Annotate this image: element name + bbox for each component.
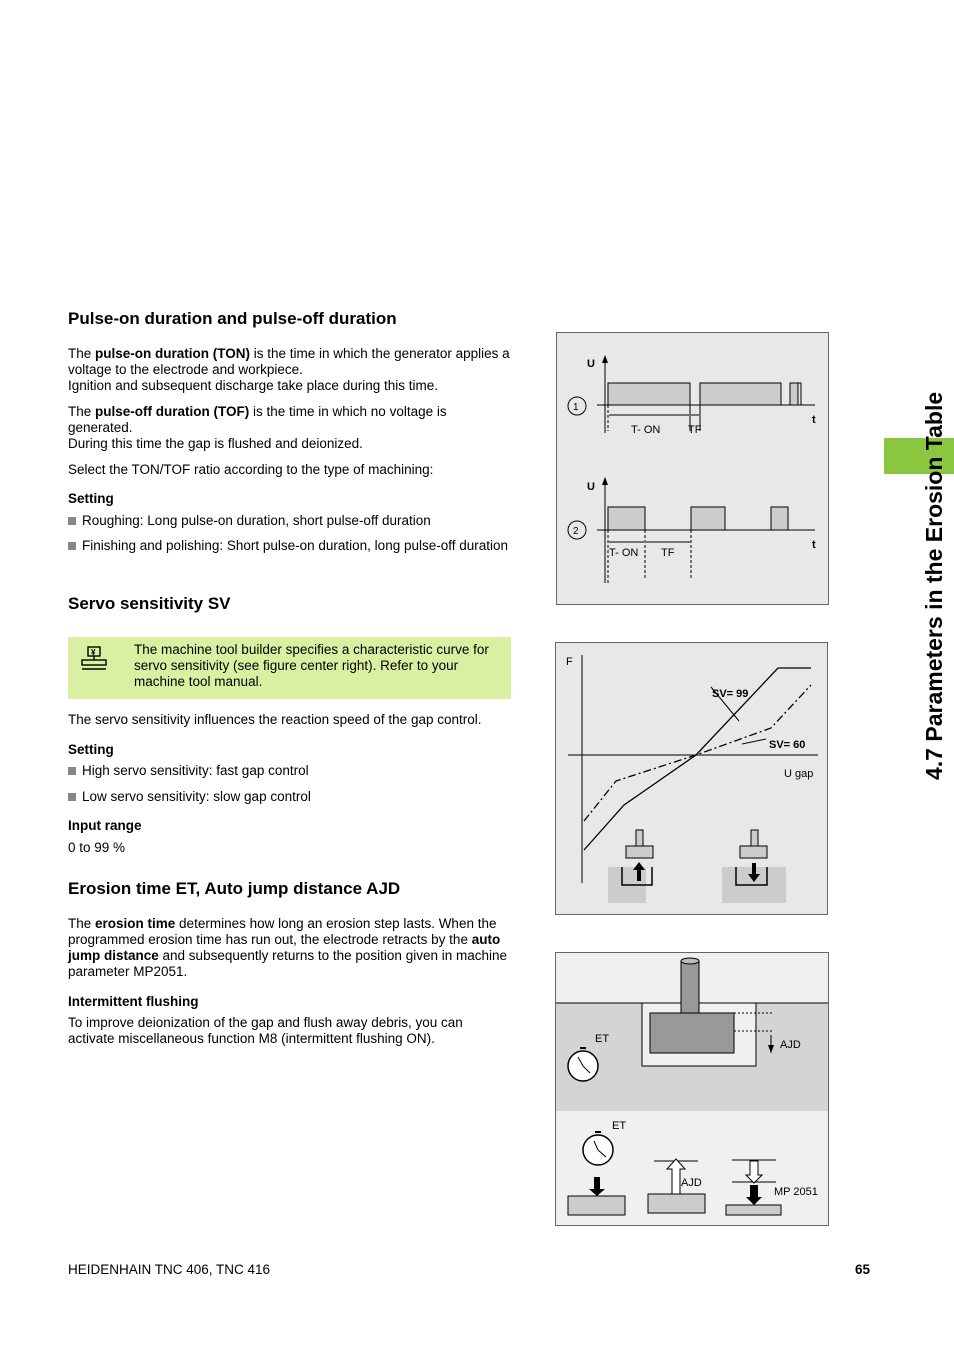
note-text: The machine tool builder specifies a characteristic curve for servo sensitivity (see figure center right). Refer to your machine tool manual. (134, 642, 489, 689)
pulse-diagram-svg (557, 333, 828, 604)
machine-note-icon (80, 645, 110, 673)
ajd-label: AJD (681, 1177, 702, 1189)
note-box (68, 637, 511, 699)
setting-label: Setting (68, 491, 114, 506)
footer-product: HEIDENHAIN TNC 406, TNC 416 (68, 1262, 271, 1277)
ajd-label: AJD (780, 1039, 801, 1051)
paragraph-servo: The servo sensitivity influences the reaction speed of the gap control. (68, 712, 482, 727)
servo-curve-diagram (555, 642, 828, 915)
mp2051-label: MP 2051 (774, 1186, 818, 1198)
heading-pulse-duration: Pulse-on duration and pulse-off duration (68, 309, 397, 328)
paragraph-ton: The pulse-on duration (TON) is the time in which the generator applies a voltage to the electrode and workpiece. Ignition and subsequent discharge take place during this time. (68, 346, 510, 393)
servo-curve-svg (556, 643, 827, 914)
f-label: F (566, 656, 573, 668)
sv99-label: SV= 99 (712, 688, 749, 700)
paragraph-flushing: To improve deionization of the gap and flush away debris, you can activate miscellaneous function M8 (intermittent flushing ON). (68, 1015, 463, 1046)
erosion-time-diagram (555, 952, 829, 1226)
ugap-label: U gap (784, 768, 814, 780)
paragraph-tof: The pulse-off duration (TOF) is the time in which no voltage is generated. During this time the gap is flushed and deionized. (68, 404, 447, 451)
input-range-value: 0 to 99 % (68, 840, 126, 855)
input-range-label: Input range (68, 818, 142, 833)
heading-erosion-time: Erosion time ET, Auto jump distance AJD (68, 879, 401, 898)
t-label: t (812, 539, 816, 551)
list-item: High servo sensitivity: fast gap control (68, 763, 522, 779)
setting-label: Setting (68, 742, 114, 757)
list-item: Roughing: Long pulse-on duration, short pulse-off duration (68, 513, 522, 529)
page-number: 65 (855, 1262, 871, 1277)
paragraph-erosion: The erosion time determines how long an erosion step lasts. When the programmed erosion time has run out, the electrode retracts by the auto jump distance and subsequently returns to the position given in machine parameter MP2051. (68, 916, 507, 979)
tf-label: TF (661, 547, 675, 559)
number-1: 1 (573, 402, 579, 413)
ton-label: T- ON (609, 547, 639, 559)
u-label: U (587, 358, 595, 370)
chapter-title: 4.7 Parameters in the Erosion Table (921, 391, 947, 780)
pulse-diagram (556, 332, 829, 605)
intermittent-flushing-label: Intermittent flushing (68, 994, 199, 1009)
paragraph-ratio: Select the TON/TOF ratio according to the type of machining: (68, 462, 434, 477)
ton-label: T- ON (631, 424, 661, 436)
tf-label: TF (688, 424, 702, 436)
et-label: ET (612, 1120, 627, 1132)
sv60-label: SV= 60 (769, 739, 806, 751)
list-item: Finishing and polishing: Short pulse-on duration, long pulse-off duration (68, 538, 522, 554)
t-label: t (812, 414, 816, 426)
list-item: Low servo sensitivity: slow gap control (68, 789, 522, 805)
et-label: ET (595, 1033, 610, 1045)
u-label: U (587, 481, 595, 493)
heading-servo-sensitivity: Servo sensitivity SV (68, 594, 231, 613)
svg-text:¥: ¥ (91, 648, 96, 657)
number-2: 2 (573, 526, 579, 537)
erosion-time-svg (556, 953, 828, 1225)
